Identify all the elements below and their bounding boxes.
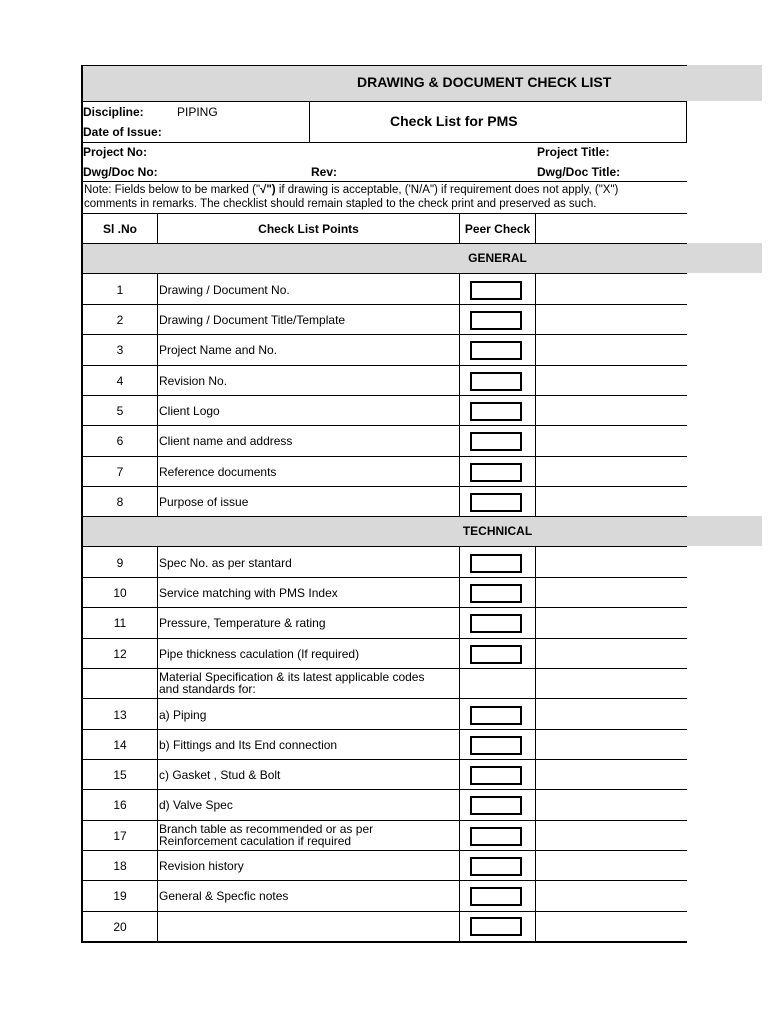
check-point-text: Revision No. xyxy=(159,374,228,388)
peer-check-checkbox[interactable] xyxy=(470,281,522,300)
row-number: 9 xyxy=(116,556,124,570)
peer-check-checkbox[interactable] xyxy=(470,463,522,482)
check-point-text: Drawing / Document Title/Template xyxy=(159,313,346,327)
peer-check-checkbox[interactable] xyxy=(470,341,522,360)
rev-label: Rev: xyxy=(311,165,338,179)
row-number: 11 xyxy=(113,616,127,630)
dwg-doc-no-label: Dwg/Doc No: xyxy=(83,165,158,179)
section-general: GENERAL xyxy=(468,251,527,265)
check-point-text: Spec No. as per stantard xyxy=(159,556,292,570)
peer-check-checkbox[interactable] xyxy=(470,554,522,573)
check-point-text: d) Valve Spec xyxy=(159,798,233,812)
technical-band xyxy=(81,516,762,546)
peer-check-checkbox[interactable] xyxy=(470,857,522,876)
check-point-text: General & Specfic notes xyxy=(159,889,289,903)
check-point-text: a) Piping xyxy=(159,708,207,722)
row-number: 18 xyxy=(113,859,127,873)
peer-check-checkbox[interactable] xyxy=(470,887,522,906)
discipline-label: Discipline: xyxy=(83,105,144,119)
row-number: 4 xyxy=(116,374,124,388)
row-number: 20 xyxy=(113,920,127,934)
peer-check-checkbox[interactable] xyxy=(470,706,522,725)
row-number: 6 xyxy=(116,434,124,448)
check-point-text: Branch table as recommended or as per xyxy=(159,822,374,836)
date-of-issue-label: Date of Issue: xyxy=(83,125,162,139)
peer-check-checkbox[interactable] xyxy=(470,584,522,603)
peer-check-checkbox[interactable] xyxy=(470,372,522,391)
check-point-text: Purpose of issue xyxy=(159,495,249,509)
peer-check-checkbox[interactable] xyxy=(470,796,522,815)
check-point-text: Pressure, Temperature & rating xyxy=(159,616,326,630)
peer-check-checkbox[interactable] xyxy=(470,432,522,451)
row-number: 15 xyxy=(113,768,127,782)
peer-check-checkbox[interactable] xyxy=(470,311,522,330)
general-band xyxy=(81,243,762,273)
peer-check-checkbox[interactable] xyxy=(470,766,522,785)
peer-check-checkbox[interactable] xyxy=(470,827,522,846)
row-number: 16 xyxy=(113,798,127,812)
row-number: 12 xyxy=(113,647,127,661)
dwg-doc-title-label: Dwg/Doc Title: xyxy=(537,165,621,179)
row-number: 14 xyxy=(113,738,127,752)
check-point-text: Revision history xyxy=(159,859,244,873)
peer-check-checkbox[interactable] xyxy=(470,645,522,664)
column-header-check-list-points: Check List Points xyxy=(258,222,359,236)
row-number: 17 xyxy=(113,829,127,843)
row-number: 8 xyxy=(116,495,124,509)
column-header-sl-no: Sl .No xyxy=(102,222,137,236)
project-no-label: Project No: xyxy=(83,145,148,159)
check-point-text: Project Name and No. xyxy=(159,343,278,357)
check-point-text: c) Gasket , Stud & Bolt xyxy=(159,768,281,782)
peer-check-checkbox[interactable] xyxy=(470,614,522,633)
check-point-text: Client name and address xyxy=(159,434,293,448)
check-point-text: Drawing / Document No. xyxy=(159,283,290,297)
check-point-text: Service matching with PMS Index xyxy=(159,586,338,600)
column-header-peer-check: Peer Check xyxy=(464,222,531,236)
check-point-text: Material Specification & its latest applicable codes xyxy=(159,670,425,684)
check-point-text: Client Logo xyxy=(159,404,220,418)
check-point-text: b) Fittings and Its End connection xyxy=(159,738,338,752)
check-point-text: Reinforcement caculation if required xyxy=(159,834,352,848)
check-point-text: Reference documents xyxy=(159,465,277,479)
row-number: 19 xyxy=(113,889,127,903)
row-number: 7 xyxy=(116,465,124,479)
checklist-subtitle: Check List for PMS xyxy=(390,113,518,129)
discipline-value: PIPING xyxy=(177,105,218,119)
row-number: 13 xyxy=(113,708,127,722)
check-point-text: and standards for: xyxy=(159,682,256,696)
peer-check-checkbox[interactable] xyxy=(470,493,522,512)
row-number: 3 xyxy=(116,343,124,357)
peer-check-checkbox[interactable] xyxy=(470,736,522,755)
section-technical: TECHNICAL xyxy=(462,524,533,538)
row-number: 10 xyxy=(113,586,127,600)
row-number: 2 xyxy=(116,313,124,327)
note-line-1: Note: Fields below to be marked ("√") if drawing is acceptable, ('N/A") if requirement does not apply, ("X") xyxy=(84,184,619,196)
page-title: DRAWING & DOCUMENT CHECK LIST xyxy=(357,74,612,90)
check-point-text: Pipe thickness caculation (If required) xyxy=(159,647,360,661)
row-number: 5 xyxy=(116,404,124,418)
peer-check-checkbox[interactable] xyxy=(470,402,522,421)
row-number: 1 xyxy=(116,283,124,297)
project-title-label: Project Title: xyxy=(537,145,610,159)
note-line-2: comments in remarks. The checklist should remain stapled to the check print and preserved as such. xyxy=(84,198,597,210)
peer-check-checkbox[interactable] xyxy=(470,917,522,936)
